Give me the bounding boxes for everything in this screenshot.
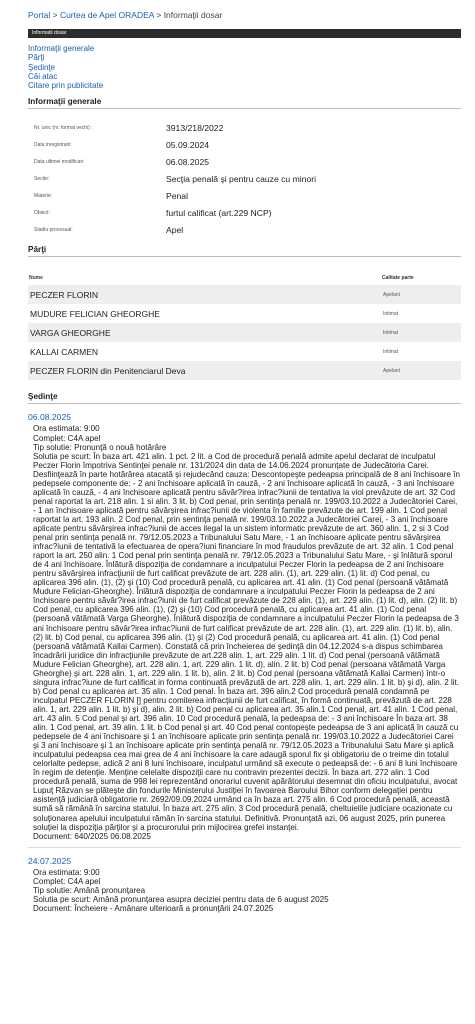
breadcrumb <box>28 0 461 24</box>
section-title-sedinte: Şedinţe <box>28 392 461 404</box>
sedinta-entry <box>28 412 461 840</box>
info-value: 06.08.2025 <box>166 156 210 167</box>
info-label: Sectie: <box>34 175 50 182</box>
parti-table <box>28 271 461 380</box>
sedinta-complet: Complet: C4A apel <box>33 433 101 443</box>
info-row <box>28 153 461 170</box>
sedinta-date: 06.08.2025 <box>28 412 72 423</box>
section-title-parti: Părţi <box>28 245 461 257</box>
sedinta-tip-solutie: Tip solutie: Pronunţă o nouă hotărâre <box>33 442 167 452</box>
divider <box>28 847 461 848</box>
page-header-bar: Informatii dosar <box>28 29 461 38</box>
sedinta-complet: Complet: C4A apel <box>33 876 101 886</box>
sedinta-entry <box>28 856 461 913</box>
parte-calitate: Apelant <box>381 285 461 304</box>
parte-calitate: Apelant <box>381 361 461 380</box>
breadcrumb-separator: > <box>156 10 162 20</box>
info-value: furtul calificat (art.229 NCP) <box>166 207 272 218</box>
column-header-nume: Nume <box>29 275 43 282</box>
info-general <box>28 119 461 238</box>
nav-link-citare[interactable]: Citare prin publicitate <box>28 81 104 91</box>
breadcrumb-current: Informaţii dosar <box>163 10 223 20</box>
info-label: Nr. unic (nr. format vechi) : <box>34 124 93 131</box>
nav-link-cai-atac[interactable]: Căi atac <box>28 71 58 81</box>
info-row <box>28 170 461 187</box>
parte-calitate: Intimat <box>381 304 461 323</box>
nav-link-informatii-generale[interactable]: Informaţii generale <box>28 44 95 53</box>
sedinta-date: 24.07.2025 <box>28 855 72 866</box>
info-value: Apel <box>166 224 184 235</box>
table-header-row <box>28 271 461 285</box>
info-value: 3913/218/2022 <box>166 122 224 133</box>
parte-calitate: Intimat <box>381 323 461 342</box>
sedinta-ora: Ora estimata: 9:00 <box>33 867 100 877</box>
sedinta-body <box>28 868 461 913</box>
breadcrumb-separator: > <box>52 10 58 20</box>
info-row <box>28 136 461 153</box>
table-row <box>28 342 461 361</box>
info-label: Data ultimei modificari: <box>34 158 85 165</box>
info-row <box>28 187 461 204</box>
sedinta-ora: Ora estimata: 9:00 <box>33 424 100 434</box>
table-row <box>28 361 461 380</box>
info-value: Penal <box>166 190 188 201</box>
nav-link-parti[interactable]: Părţi <box>28 53 45 63</box>
info-row <box>28 221 461 238</box>
info-row <box>28 119 461 136</box>
parte-nume: VARGA GHEORGHE <box>28 323 381 342</box>
parte-calitate: Intimat <box>381 342 461 361</box>
table-row <box>28 304 461 323</box>
section-nav <box>28 44 461 90</box>
parte-nume: PECZER FLORIN din Penitenciarul Deva <box>28 361 381 380</box>
info-row <box>28 204 461 221</box>
info-label: Stadiu procesual: <box>34 226 73 233</box>
breadcrumb-curtea-link[interactable]: Curtea de Apel ORADEA <box>59 10 154 20</box>
nav-link-sedinte[interactable]: Şedinţe <box>28 62 56 72</box>
info-label: Obiect: <box>34 209 50 216</box>
section-title-informatii: Informaţii generale <box>28 97 461 109</box>
breadcrumb-portal-link[interactable]: Portal <box>28 10 51 20</box>
info-value: 05.09.2024 <box>166 139 210 150</box>
info-value: Secţia penală şi pentru cauze cu minori <box>166 173 316 184</box>
sedinta-body <box>28 424 461 840</box>
sedinta-document: Document: 640/2025 06.08.2025 <box>33 831 151 841</box>
table-row <box>28 323 461 342</box>
sedinta-solutie: Solutia pe scurt: Amână pronunţarea asupra deciziei pentru data de 6 august 2025 <box>33 894 329 904</box>
table-row <box>28 285 461 304</box>
sedinta-document: Document: Încheiere - Amânare ulterioară a pronunţării 24.07.2025 <box>33 903 274 913</box>
parte-nume: PECZER FLORIN <box>28 285 381 304</box>
info-label: Materie: <box>34 192 53 199</box>
sedinta-solutie: Solutia pe scurt: În baza art. 421 alin. 1 pct. 2 lit. a Cod de procedură penală admite apelul declarat de inculpatul Peczer Florin împotriva Sentinţei penale nr. 131/2024 din data de 14.06.2024 pronunţate de Judecătoria Carei. Desfiinţează în parte hotărârea atacată şi rejudecând cauza: Descontopeşte pedeapsa principală de 8 ani închisoare în pedepsele componente de: - 2 ani închisoare aplicată în cauză, - 2 ani închisoare aplicată în cauză, - 3 ani închisoare aplicată în cauză, - 4 ani închisoare aplicată pentru săvâr?irea infrac?iunii de tentativa la viol prevăzute de art. 32 Cod penal raportat la art. 218 alin. 1 si alin. 3 lit. b) Cod penal, prin sentinţa penală nr. 199/03.10.2022 a Judecătoriei Carei, - 1 an închisoare aplicată pentru săvârşirea infrac?iunii de violenta în familie prevăzute de art. 199 alin. 1 Cod penal raportat la art. 193 alin. 2 Cod penal, prin sentinţa penală nr. 199/03.10.2022 a Judecătoriei Carei, - 3 ani închisoare aplicate pentru săvârşirea infrac?iunii de acces ilegal la un sistem informatic prevăzute de art. 360 alin. 1, 2 si 3 Cod penal prin sentinţa penală nr. 79/12.05.2023 a Tribunalului Satu Mare, - 1 an închisoare aplicate pentru săvârşirea infrac?iunii de tentativă la efectuarea de opera?iuni financiare în mod fraudulos prevăzute de art. 32 alin. 1 Cod penal raport la art. 250 alin. 1 Cod penal prin sentinţa penală nr. 79/12.05.2023 a Tribunalului Satu Mare, - şi înlătură sporul de 4 ani închisoare. Înlătură dispoziţia de condamnare a inculpatului Peczer Florin la pedeapsa de 2 ani închisoare pentru săvârşirea infracţiunii de furt calificat prevăzute de art. 228 alin. (1), art. 229 alin. (1) lit. d) Cod penal, cu aplicarea 396 alin. (1), (2) şi (10) Cod procedură penală, cu aplicarea art. 41 alin. (1) Cod penal (persoană vătămată Mudure Felician-Gheorghe). Înlătură dispoziţia de condamnare a inculpatului Peczer Florin la pedeapsa de 2 ani închisoare pentru săvâr?irea infrac?iunii de furt calificat prevăzute de 228 alin. (1), art. 229 alin. (1) lit. d), alin. (2) lit. b) Cod penal, cu aplicarea 396 alin. (1), (2) şi (10) Cod procedură penală, cu aplicarea art. 41 alin. (1) Cod penal (persoană vătămată Varga Gheorghe). Înlătură dispoziţia de condamnare a inculpatului Peczer Florin la pedeapsa de 3 ani închisoare pentru săvâr?irea infrac?iunii de furt calificat prevăzute de art. 228 alin. (1), art. 229 alin. (1) lit. b), alin. (2) lit. b) Cod penal, cu aplicarea 396 alin. (1) şi (2) Cod procedură penală, cu aplicarea art. 41 alin. (1) Cod penal (persoană vătămată Kallai Carmen). Constată că prin încheierea de şedinţă din 04.12.2024 s-a dispus schimbarea încadrării juridice din infracţiunile prevăzute de art.228 alin. 1, art. 229 alin. 1 lit. d) Cod penal (persoană vătămată Mudure Felician Gheorghe), art. 228 alin. 1, art. 229 alin. 1 lit. d), alin. 2 lit. b) Cod penal (persoana vătămată Varga Gheorghe) şi art. 228 alin. 1, art. 229 alin. 1 lit. b), alin. 2 lit. b) Cod penal (persoana vătămată Kallai Carmen) într-o singura infrac?iune de furt calificat in forma continuată prevăzută de art. 228 alin. 1, art. 229 alin. 1 lit. b) şi d), alin. 2 lit. b) Cod penal cu aplicarea art. 35 alin. 1 Cod penal. În baza art. 396 alin.2 Cod procedură penală condamnă pe inculpatul PECZER FLORIN [] pentru comiterea infracţiunii de furt calificat, în formă continuată, prevăzută de art. 228 alin. 1, art. 229 alin. 1 lit. b) şi d), alin. 2 lit. b) Cod penal cu aplicarea art. 35 alin.1 Cod penal, art. 41 alin. 1 Cod penal, art. 43 alin. 5 Cod penal şi art. 396 alin. 10 Cod procedură penală, la pedeapsa de: - 3 ani închisoare În baza art. 38 alin. 1 Cod penal, art. 39 alin. 1 lit. b Cod penal şi art. 40 Cod penal contopeşte pedeapsa de 3 ani aplicată în cauză cu pedepsele de 4 ani închisoare şi 1 an închisoare aplicate prin sentinţa penală nr. 199/03.10.2022 a Judecătoriei Carei şi 3 ani închisoare şi 1 an închisoare aplicate prin sentinţa penală nr. 79/12.05.2023 a Tribunalului Satu Mare şi aplică inculpatului pedeapsa cea mai grea de 4 ani închisoare la care adaugă sporul fix şi obligatoriu de o treime din totalul celorlalte pedepse, adică 2 ani 8 luni închisoare, inculpatul urmând să execute o pedeapsă de: - 6 ani 8 luni închisoare în regim de detenţie. Menţine celelalte dispoziţii care nu contravin prezentei decizii. În baza art. 272 alin. 1 Cod procedură penală, suma de 998 lei reprezentând onorariul cuvenit apărătorului desemnat din oficiu inculpatului, avocat Lupuţ Răzvan se plăteşte din fondurile Ministerului Justiţiei în favoarea Baroului Bihor conform delegaţiei pentru asistenţă judiciară obligatorie nr. 2692/09.09.2024 urmând ca în baza art. 275 alin. 6 Cod procedură penală, această sumă să rămână în sarcina statului. În baza art. 275 alin. 3 Cod procedură penală, cheltuielile judiciare ocazionate cu soluţionarea apelului inculpatului rămân în sarcina statului. Definitivă. Pronunţată azi, 06 august 2025, prin punerea soluţiei la dispoziţia părţilor şi a procurorului prin mijlocirea grefei instanţei. <box>33 451 460 832</box>
info-label: Data inregistrarii: <box>34 141 72 148</box>
column-header-calitate: Calitate parte <box>382 275 414 282</box>
parte-nume: MUDURE FELICIAN GHEORGHE <box>28 304 381 323</box>
parte-nume: KALLAI CARMEN <box>28 342 381 361</box>
sedinta-tip-solutie: Tip solutie: Amână pronunţarea <box>33 885 146 895</box>
